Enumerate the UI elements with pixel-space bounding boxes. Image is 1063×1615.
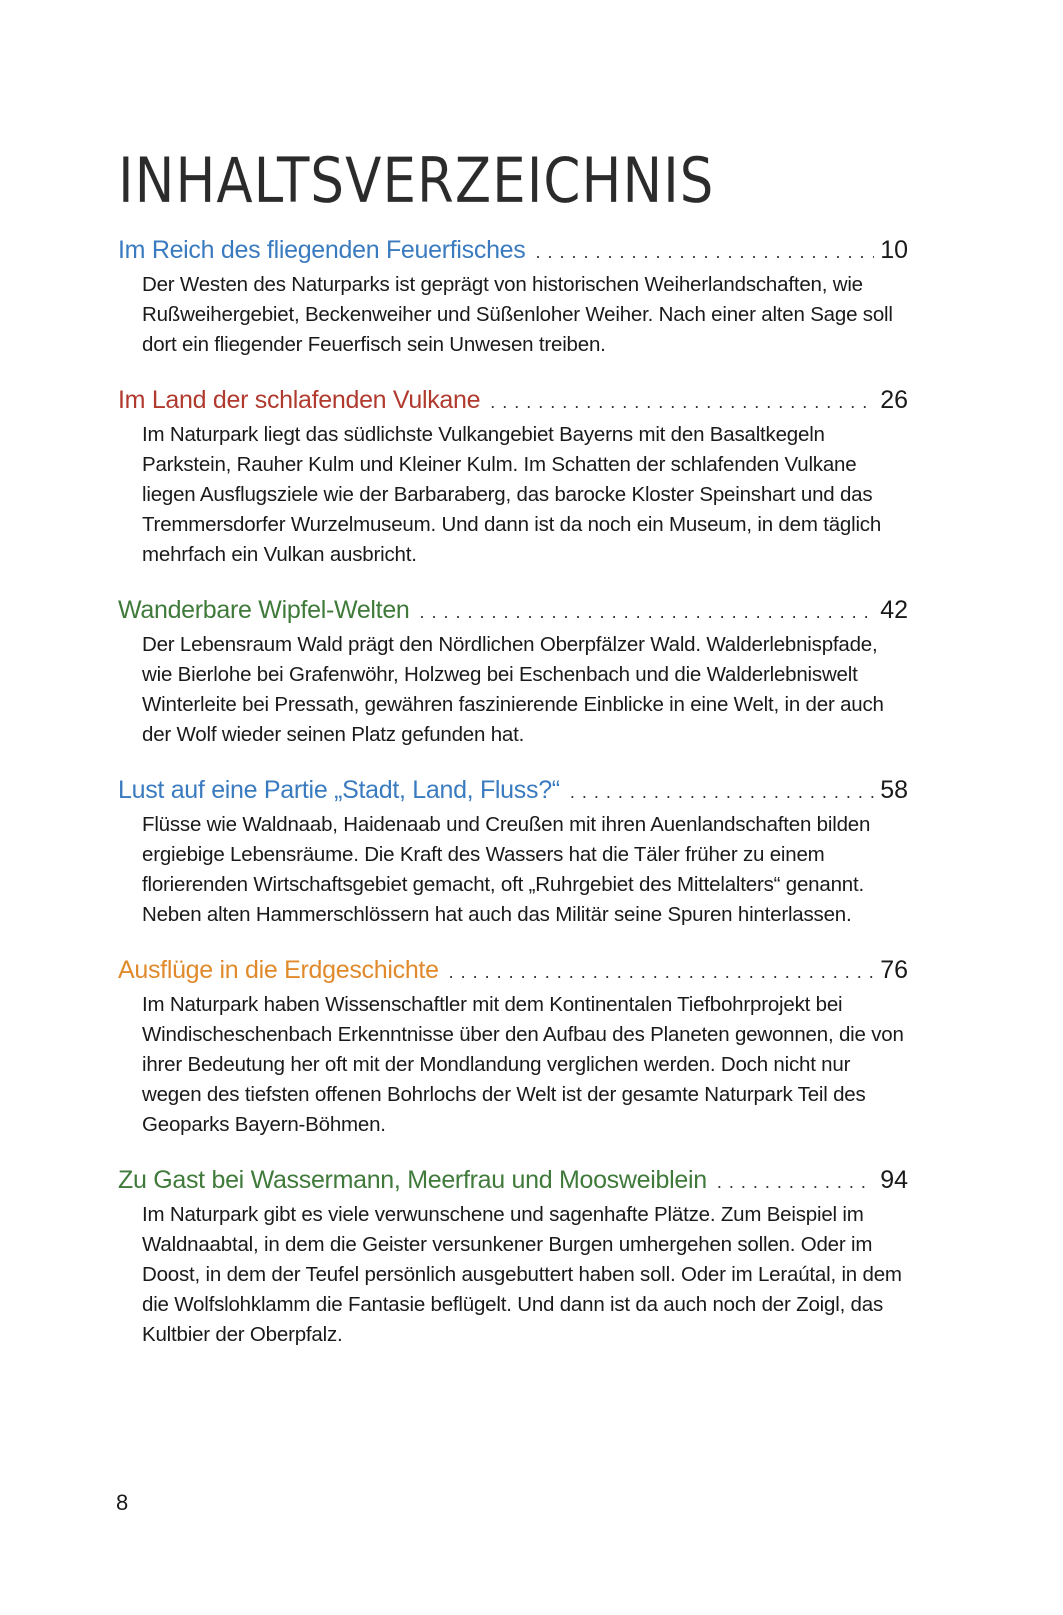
toc-entry-heading[interactable] xyxy=(118,232,908,270)
toc-entry-title[interactable]: Im Land der schlafenden Vulkane xyxy=(118,386,481,414)
page-number: 8 xyxy=(116,1490,129,1515)
dot-leader xyxy=(570,774,874,810)
toc-entry xyxy=(118,382,908,570)
table-of-contents xyxy=(118,232,908,1372)
page-title: INHALTSVERZEICHNIS xyxy=(118,143,715,217)
toc-entry-description: Im Naturpark gibt es viele verwunschene und sagenhafte Plätze. Zum Beispiel im Waldnaabtal, in dem die Geister versunkener Burgen umhergehen sollen. Oder im Doost, in dem der Teufel persönlich ausgebuttert haben soll. Oder im Leraútal, in dem die Wolfslohklamm die Fantasie beflügelt. Und dann ist da auch noch der Zoigl, das Kultbier der Oberpfalz. xyxy=(142,1203,902,1346)
toc-entry-description: Flüsse wie Waldnaab, Haidenaab und Creußen mit ihren Auenlandschaften bilden ergiebige Lebensräume. Die Kraft des Wassers hat die Täler früher zu einem florierenden Wirtschaftsgebiet gemacht, oft „Ruhrgebiet des Mittelalters“ genannt. Neben alten Hammerschlössern hat auch das Militär seine Spuren hinterlassen. xyxy=(142,813,871,926)
toc-entry-page: 10 xyxy=(880,236,908,264)
toc-entry-page: 58 xyxy=(880,776,908,804)
toc-entry xyxy=(118,952,908,1140)
toc-entry xyxy=(118,232,908,360)
toc-entry-description: Der Westen des Naturparks ist geprägt von historischen Weiherlandschaften, wie Rußweihergebiet, Beckenweiher und Süßenloher Weiher. Nach einer alten Sage soll dort ein fliegender Feuerfisch sein Unwesen treiben. xyxy=(142,273,893,356)
toc-entry-heading[interactable] xyxy=(118,382,908,420)
toc-entry-title[interactable]: Lust auf eine Partie „Stadt, Land, Fluss?“ xyxy=(118,776,560,804)
dot-leader xyxy=(490,384,874,420)
toc-entry-heading[interactable] xyxy=(118,592,908,630)
toc-entry-page: 94 xyxy=(880,1166,908,1194)
toc-entry xyxy=(118,592,908,750)
toc-entry-description: Im Naturpark haben Wissenschaftler mit dem Kontinentalen Tiefbohrprojekt bei Windischeschenbach Erkenntnisse über den Aufbau des Planeten gewonnen, die von ihrer Bedeutung her oft mit der Mondlandung verglichen werden. Doch nicht nur wegen des tiefsten offenen Bohrlochs der Welt ist der gesamte Naturpark Teil des Geoparks Bayern-Böhmen. xyxy=(142,993,904,1136)
toc-entry-heading[interactable] xyxy=(118,1162,908,1200)
dot-leader xyxy=(420,594,875,630)
toc-entry xyxy=(118,1162,908,1350)
toc-entry xyxy=(118,772,908,930)
toc-entry-description: Im Naturpark liegt das südlichste Vulkangebiet Bayerns mit den Basaltkegeln Parkstein, Rauher Kulm und Kleiner Kulm. Im Schatten der schlafenden Vulkane liegen Ausflugsziele wie der Barbaraberg, das barocke Kloster Speinshart und das Tremmersdorfer Wurzelmuseum. Und dann ist da noch ein Museum, in dem täglich mehrfach ein Vulkan ausbricht. xyxy=(142,423,882,566)
toc-entry-title[interactable]: Zu Gast bei Wassermann, Meerfrau und Moosweiblein xyxy=(118,1166,707,1194)
toc-entry-heading[interactable] xyxy=(118,772,908,810)
dot-leader xyxy=(535,234,874,270)
dot-leader xyxy=(717,1164,874,1200)
dot-leader xyxy=(449,954,875,990)
toc-entry-title[interactable]: Wanderbare Wipfel-Welten xyxy=(118,596,410,624)
toc-entry-description: Der Lebensraum Wald prägt den Nördlichen Oberpfälzer Wald. Walderlebnispfade, wie Bierlohe bei Grafenwöhr, Holzweg bei Eschenbach und die Walderlebniswelt Winterleite bei Pressath, gewähren faszinierende Einblicke in eine Welt, in der auch der Wolf wieder seinen Platz gefunden hat. xyxy=(142,633,884,746)
toc-entry-page: 26 xyxy=(880,386,908,414)
toc-entry-title[interactable]: Im Reich des fliegenden Feuerfisches xyxy=(118,236,526,264)
toc-entry-title[interactable]: Ausflüge in die Erdgeschichte xyxy=(118,956,439,984)
toc-entry-page: 76 xyxy=(880,956,908,984)
toc-entry-heading[interactable] xyxy=(118,952,908,990)
toc-entry-page: 42 xyxy=(880,596,908,624)
